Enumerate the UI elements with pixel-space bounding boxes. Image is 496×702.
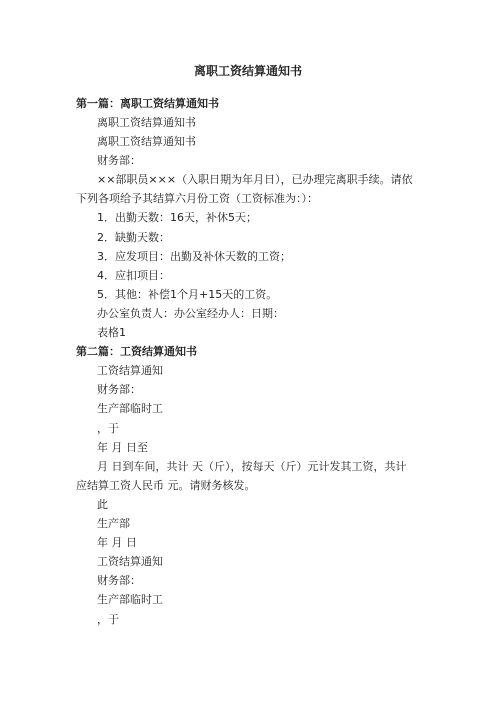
text-line: 5．其他：补偿1个月+15天的工资。 <box>97 288 278 301</box>
text-line: 离职工资结算通知书 <box>97 116 196 129</box>
text-line: 年 月 日 <box>97 536 137 549</box>
text-line: 工资结算通知 <box>97 364 163 377</box>
text-line: 生产部临时工 <box>97 593 163 606</box>
text-line: 3．应发项目：出勤及补休天数的工资； <box>97 250 291 263</box>
text-line: ，于 <box>97 613 119 626</box>
text-line: 工资结算通知 <box>97 555 163 568</box>
text-line: 生产部临时工 <box>97 402 163 415</box>
section-2-heading: 第二篇：工资结算通知书 <box>76 345 197 358</box>
text-line: 财务部： <box>97 383 141 396</box>
text-line: 应结算工资人民币 元。请财务核发。 <box>76 479 256 492</box>
text-line: 1．出勤天数：16天，补休5天； <box>97 211 257 224</box>
text-line: 财务部： <box>97 154 141 167</box>
text-line: 下列各项给予其结算六月份工资（工资标准为：）： <box>76 192 318 205</box>
text-line: 财务部： <box>97 574 141 587</box>
text-line: 2．缺勤天数： <box>97 231 170 244</box>
text-line: ××部职员×××（入职日期为年月日），已办理完离职手续。请依 <box>97 173 413 186</box>
text-line: 办公室负责人：办公室经办人：日期： <box>97 307 284 320</box>
text-line: ，于 <box>97 422 119 435</box>
section-1-heading: 第一篇：离职工资结算通知书 <box>76 97 219 110</box>
text-line: 表格1 <box>97 326 126 339</box>
text-line: 生产部 <box>97 517 130 530</box>
text-line: 4．应扣项目： <box>97 269 170 282</box>
text-line: 离职工资结算通知书 <box>97 135 196 148</box>
text-line: 年 月 日至 <box>97 441 148 454</box>
text-line: 月 日到车间，共计 天（斤），按每天（斤）元计发其工资，共计 <box>97 460 407 473</box>
text-line: 此 <box>97 498 108 511</box>
document-title: 离职工资结算通知书 <box>193 64 302 78</box>
